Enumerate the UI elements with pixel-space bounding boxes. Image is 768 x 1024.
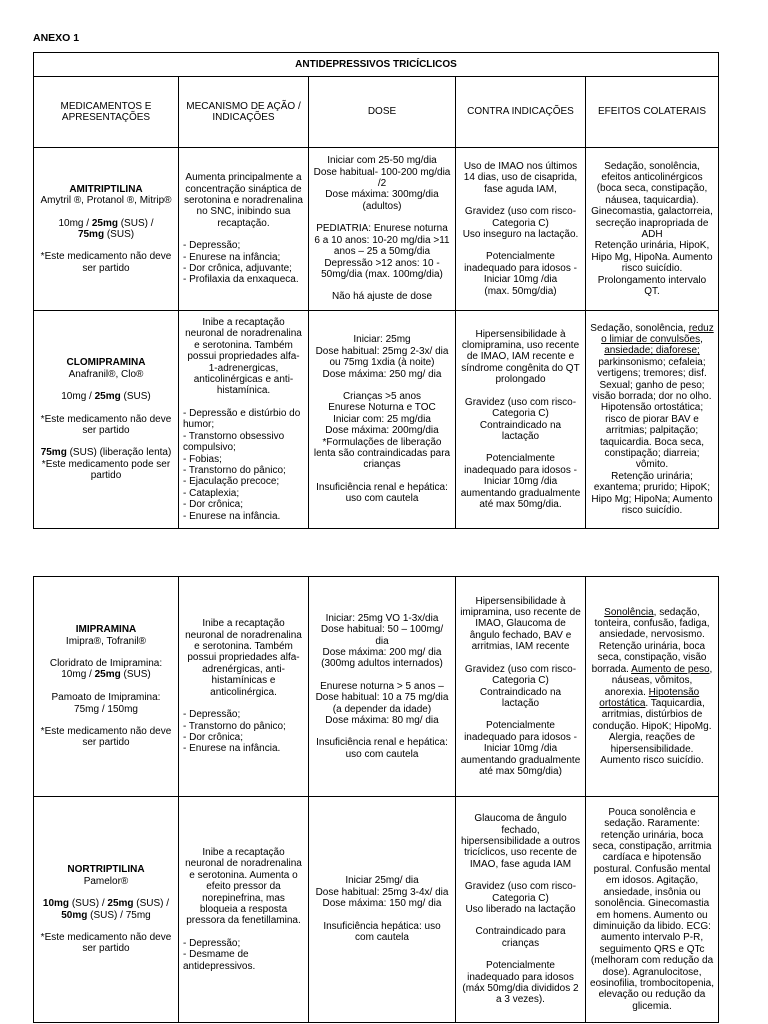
annex-label: ANEXO 1 bbox=[33, 32, 80, 44]
dose-cell bbox=[309, 148, 456, 311]
effects-cell bbox=[586, 148, 719, 311]
contra-line: Uso de IMAO nos últimos 14 dias, uso de cisaprida, fase aguda IAM, bbox=[463, 160, 578, 195]
dose-line: Não há ajuste de dose bbox=[331, 291, 433, 303]
spacer bbox=[38, 403, 174, 414]
indication-line: - Cataplexia; bbox=[183, 487, 240, 499]
contra-line: Contraindicado na lactação bbox=[479, 419, 562, 442]
dose-cell bbox=[309, 311, 456, 529]
dose-line: Dose máxima: 200mg/dia bbox=[325, 425, 439, 437]
effects-text: Sonolência, sedação, tonteira, confusão, fadiga, ansiedade, nervosismo. Retenção urinária, boca seca, constipação, visão borrada. Aumento de peso, náuseas, vômitos, anorexia. Hipotensão ortostática. Taquicardia, arritmias, distúrbios de condução. HipoK; HipoMg. Alergia, reações de hipersensibilidade. Aumento risco suicídio. bbox=[591, 606, 713, 766]
drug-name: IMIPRAMINA bbox=[75, 624, 137, 636]
indication-line: - Fobias; bbox=[183, 453, 222, 465]
dose-line bbox=[313, 380, 451, 391]
spacer bbox=[183, 397, 304, 408]
dose-line: Insuficiência renal e hepática: uso com cautela bbox=[316, 737, 448, 760]
dose-cell bbox=[309, 577, 456, 797]
contra-line: Potencialmente inadequado para idosos - Iniciar 10mg /dia bbox=[464, 251, 577, 286]
indication-line: - Transtorno obsessivo compulsivo; bbox=[183, 430, 285, 454]
drug-name: CLOMIPRAMINA bbox=[66, 357, 146, 369]
drug-cell bbox=[34, 311, 179, 529]
mechanism-text: Inibe a recaptação neuronal de noradrenalina e serotonina. Aumenta o efeito pressor da norepinefrina, mas bloqueia a resposta pressora da fenetillamina. bbox=[185, 846, 302, 927]
drug-row bbox=[34, 148, 719, 311]
indication-line: - Desmame de antidepressivos. bbox=[183, 949, 256, 972]
dose-line: Dose habitual- 100-200 mg/dia /2 bbox=[313, 166, 451, 190]
indication-line: - Dor crônica, adjuvante; bbox=[183, 263, 292, 275]
mechanism-cell bbox=[179, 797, 309, 1023]
spacer bbox=[38, 921, 174, 932]
dose-line: Iniciar com 25-50 mg/dia bbox=[327, 155, 437, 167]
header-efeitos: EFEITOS COLATERAIS bbox=[586, 77, 719, 148]
contra-cell bbox=[456, 148, 586, 311]
spacer bbox=[38, 647, 174, 658]
indication-line: - Depressão; bbox=[183, 709, 241, 721]
mechanism-cell bbox=[179, 577, 309, 797]
dose-line: Dose habitual: 25mg 2-3x/ dia ou 75mg 1xdia (à noite) bbox=[315, 345, 449, 369]
contra-line: Gravidez (uso com risco- Categoria C) bbox=[464, 881, 577, 904]
dose-line: PEDIATRIA: Enurese noturna 6 a 10 anos: 10-20 mg/dia >11 anos – 25 a 50mg/dia bbox=[314, 223, 450, 258]
dose-line: Insuficiência hepática: uso com cautela bbox=[323, 920, 441, 944]
antidepressants-table-part2 bbox=[33, 576, 719, 1023]
mechanism-text: Aumenta principalmente a concentração sináptica de serotonina e noradrenalina no SNC, inibindo sua recaptação. bbox=[184, 172, 303, 229]
mechanism-cell bbox=[179, 148, 309, 311]
contra-line: Uso liberado na lactação bbox=[465, 904, 576, 915]
drug-name: NORTRIPTILINA bbox=[67, 864, 145, 876]
indication-line: - Transtorno do pânico; bbox=[183, 464, 286, 476]
contra-line: Gravidez (uso com risco- Categoria C) bbox=[464, 396, 577, 420]
dose-line bbox=[313, 212, 451, 223]
spacer bbox=[183, 698, 304, 709]
contra-cell bbox=[456, 311, 586, 529]
drug-presentation: 10mg (SUS) / 25mg (SUS) / 50mg (SUS) / 75mg bbox=[42, 898, 170, 921]
drug-note: *Este medicamento não deve ser partido bbox=[40, 413, 172, 436]
mechanism-text: Inibe a recaptação neuronal de noradrenalina e serotonina. Também possui propriedades alfa-adrenérgicas, anti-histamínicas e anticolinérgica. bbox=[185, 618, 302, 698]
indication-line: - Dor crônica; bbox=[183, 499, 244, 511]
contra-line: Potencialmente inadequado para idosos (máx 50mg/dia divididos 2 a 3 vezes). bbox=[462, 960, 579, 1006]
indication-line: - Enurese na infância. bbox=[183, 510, 281, 522]
contra-line: Hipersensibilidade à clomipramina, uso recente de IMAO, IAM recente e síndrome congênita do QT prolongado bbox=[461, 328, 580, 386]
dose-cell bbox=[309, 797, 456, 1023]
drug-presentation: 10mg / 25mg (SUS) bbox=[61, 391, 151, 403]
drug-name: AMITRIPTILINA bbox=[69, 183, 143, 195]
indication-line: - Depressão; bbox=[183, 937, 241, 949]
dose-line: Enurese Noturna e TOC bbox=[328, 402, 436, 414]
spacer bbox=[38, 436, 174, 447]
drug-brands: Amytril ®, Protanol ®, Mitrip® bbox=[40, 195, 172, 207]
contra-line bbox=[460, 240, 581, 251]
indication-line: - Depressão e distúrbio do humor; bbox=[183, 407, 301, 431]
effects-text: Sedação, sonolência, efeitos anticolinérgicos (boca seca, constipação, náusea, taquicardia). Ginecomastia, galactorreia, secreção inapropriada de ADH Retenção urinária, HipoK, Hipo Mg, HipoNa. Aumento risco suicídio. Prolongamento intervalo QT. bbox=[591, 160, 713, 298]
spacer bbox=[38, 715, 174, 726]
antidepressants-table-part1 bbox=[33, 52, 719, 529]
dose-line bbox=[313, 670, 451, 681]
header-mecanismo: MECANISMO DE AÇÃO / INDICAÇÕES bbox=[179, 77, 309, 148]
indication-line: - Dor crônica; bbox=[183, 731, 244, 743]
dose-line bbox=[313, 726, 451, 737]
drug-cell bbox=[34, 797, 179, 1023]
effects-text: Pouca sonolência e sedação. Raramente: retenção urinária, boca seca, constipação, arritmia cardíaca e hipotensão postural. Confusão mental em idosos. Agitação, ansiedade, insônia ou sonolência. Ginecomastia em homens. Aumento ou diminuição da libido. ECG: aumento intervalo P-R, seguimento QRS e QTc (melhoram com redução da dose). Agranulocitose, eosinofilia, trombocitopenia, elevação ou redução da glicemia. bbox=[590, 806, 714, 1012]
contra-line: Contraindicado para crianças bbox=[475, 926, 566, 949]
indication-line: - Enurese na infância; bbox=[183, 251, 281, 263]
indication-line: - Enurese na infância. bbox=[183, 743, 281, 755]
dose-line: Dose máxima: 300mg/dia (adultos) bbox=[325, 189, 439, 212]
indication-line: - Ejaculação precoce; bbox=[183, 476, 280, 488]
indication-line: - Transtorno do pânico; bbox=[183, 720, 286, 732]
mechanism-cell bbox=[179, 311, 309, 529]
header-contra: CONTRA INDICAÇÕES bbox=[456, 77, 586, 148]
header-dose: DOSE bbox=[309, 77, 456, 148]
contra-line bbox=[460, 915, 581, 926]
dose-line bbox=[313, 280, 451, 291]
mechanism-text: Inibe a recaptação neuronal de noradrenalina e serotonina. Também possui propriedades alfa-1-adrenergicas, anticolinérgicas e anti-histamínica. bbox=[185, 317, 302, 397]
contra-line: Potencialmente inadequado para idosos - Iniciar 10mg /dia aumentando gradualmente até max 50mg/dia. bbox=[460, 453, 581, 510]
contra-line: Uso inseguro na lactação. bbox=[462, 229, 579, 240]
drug-presentation: Cloridrato de Imipramina: 10mg / 25mg (SUS) Pamoato de Imipramina: 75mg / 150mg bbox=[49, 657, 163, 715]
contra-line bbox=[460, 195, 581, 206]
contra-cell bbox=[456, 577, 586, 797]
dose-line: Dose habitual: 25mg 3-4x/ dia bbox=[315, 886, 449, 898]
contra-line: (max. 50mg/dia) bbox=[484, 285, 557, 297]
contra-line bbox=[460, 709, 581, 720]
drug-row bbox=[34, 797, 719, 1023]
spacer bbox=[183, 229, 304, 240]
dose-line: Iniciar com: 25 mg/dia bbox=[333, 413, 431, 425]
drug-note-extra: *Este medicamento pode ser partido bbox=[41, 458, 171, 482]
dose-line: Dose máxima: 250 mg/ dia bbox=[322, 368, 442, 380]
contra-line bbox=[460, 870, 581, 881]
contra-line: Glaucoma de ângulo fechado, hipersensibilidade a outros tricíclicos, uso recente de IMAO, fase aguda IAM bbox=[461, 813, 580, 870]
drug-brands: Imipra®, Tofranil® bbox=[65, 635, 147, 647]
contra-line: Gravidez (uso com risco- Categoria C) bbox=[464, 663, 577, 687]
indication-line: - Depressão; bbox=[183, 240, 241, 252]
dose-line: Dose máxima: 150 mg/ dia bbox=[322, 898, 442, 910]
contra-cell bbox=[456, 797, 586, 1023]
dose-line: Iniciar: 25mg VO 1-3x/dia bbox=[325, 612, 439, 624]
effects-text: Sedação, sonolência, reduz o limiar de convulsões, ansiedade; diaforese; parkinsonismo; cefaleia; vertigens; tremores; disf. Sexual; ganho de peso; visão borrada; dor no olho. Hipotensão ortostática; risco de piorar BAV e arritmias; palpitação; taquicardia. Boca seca, constipação; diarreia; vômito. Retenção urinária; exantema; prurido; HipoK; Hipo Mg; HipoNa; Aumento risco suicídio. bbox=[590, 322, 714, 517]
drug-presentation: 10mg / 25mg (SUS) / 75mg (SUS) bbox=[58, 217, 154, 240]
dose-line: Dose máxima: 200 mg/ dia (300mg adultos internados) bbox=[321, 646, 443, 670]
contra-line: Hipersensibilidade à imipramina, uso recente de IMAO, Glaucoma de ângulo fechado, BAV e arritmias, IAM recente bbox=[460, 595, 581, 653]
contra-line: Contraindicado na lactação bbox=[479, 686, 562, 709]
dose-line bbox=[313, 471, 451, 482]
spacer bbox=[183, 927, 304, 938]
drug-cell bbox=[34, 577, 179, 797]
dose-line bbox=[313, 910, 451, 921]
drug-brands: Anafranil®, Clo® bbox=[68, 368, 144, 380]
effects-cell bbox=[586, 577, 719, 797]
drug-row bbox=[34, 311, 719, 529]
dose-line: Iniciar 25mg/ dia bbox=[345, 875, 419, 887]
header-row bbox=[34, 77, 719, 148]
drug-presentation-extra: 75mg (SUS) (liberação lenta) bbox=[40, 447, 172, 459]
dose-line: Depressão >12 anos: 10 - 50mg/dia (max. 100mg/dia) bbox=[321, 257, 443, 280]
dose-line: Insuficiência renal e hepática: uso com cautela bbox=[316, 481, 448, 505]
effects-cell bbox=[586, 797, 719, 1023]
dose-line: *Formulações de liberação lenta são contraindicadas para crianças bbox=[313, 436, 451, 471]
header-medicamentos: MEDICAMENTOS E APRESENTAÇÕES bbox=[34, 77, 179, 148]
indication-line: - Profilaxia da enxaqueca. bbox=[183, 274, 299, 286]
contra-line: Potencialmente inadequado para idosos - Iniciar 10mg /dia aumentando gradualmente até max 50mg/dia) bbox=[460, 720, 581, 777]
spacer bbox=[38, 887, 174, 898]
effects-cell bbox=[586, 311, 719, 529]
dose-line: Enurese noturna > 5 anos – Dose habitual: 10 a 75 mg/dia (a depender da idade) bbox=[315, 680, 449, 715]
drug-note: *Este medicamento não deve ser partido bbox=[40, 726, 172, 749]
spacer bbox=[38, 207, 174, 218]
dose-line: Dose máxima: 80 mg/ dia bbox=[325, 715, 439, 727]
drug-brands: Pamelor® bbox=[83, 875, 129, 887]
dose-line: Crianças >5 anos bbox=[342, 390, 422, 402]
contra-line bbox=[460, 386, 581, 397]
table-title: ANTIDEPRESSIVOS TRICÍCLICOS bbox=[34, 53, 719, 77]
contra-line bbox=[460, 653, 581, 664]
contra-line bbox=[460, 949, 581, 960]
spacer bbox=[38, 240, 174, 251]
dose-line: Dose habitual: 50 – 100mg/ dia bbox=[320, 624, 444, 647]
drug-note: *Este medicamento não deve ser partido bbox=[40, 931, 172, 955]
contra-line: Gravidez (uso com risco- Categoria C) bbox=[464, 206, 577, 229]
contra-line bbox=[460, 442, 581, 453]
drug-cell bbox=[34, 148, 179, 311]
dose-line: Iniciar: 25mg bbox=[353, 334, 411, 346]
drug-note: *Este medicamento não deve ser partido bbox=[40, 251, 172, 274]
spacer bbox=[38, 380, 174, 391]
drug-row bbox=[34, 577, 719, 797]
